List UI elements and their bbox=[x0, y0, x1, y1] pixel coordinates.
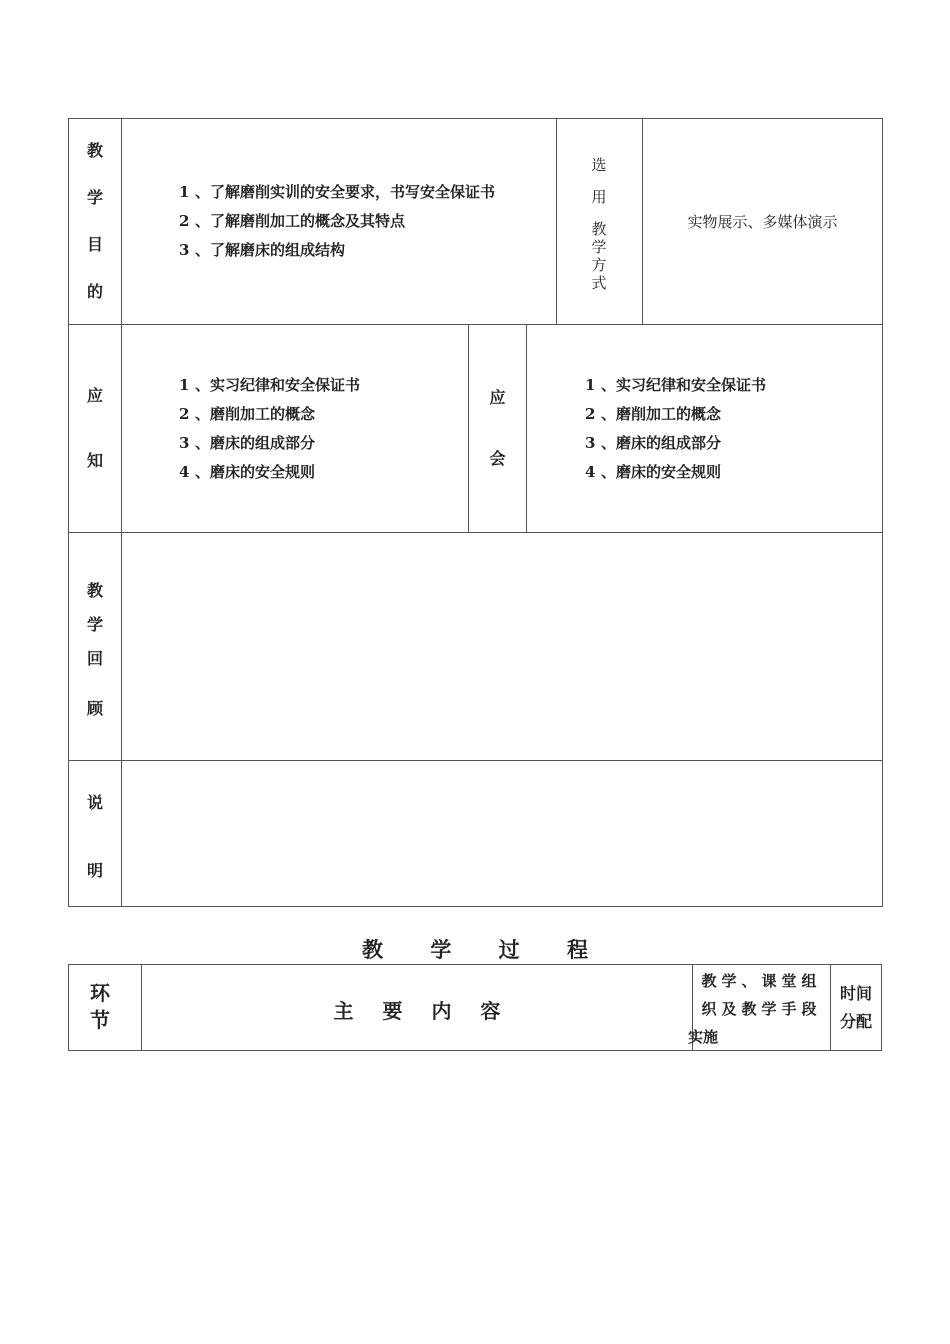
method-label: 选 用 教学方式 bbox=[591, 156, 607, 292]
can-item: 2 、磨削加工的概念 bbox=[585, 405, 722, 423]
notes-content-cell bbox=[121, 760, 883, 907]
know-list bbox=[179, 371, 360, 487]
know-item: 1 、实习纪律和安全保证书 bbox=[179, 376, 361, 394]
label-char: 教 bbox=[86, 141, 103, 161]
know-label: 应 知 bbox=[86, 386, 103, 470]
content-header: 主 要 内 容 bbox=[333, 999, 501, 1023]
can-item: 1 、实习纪律和安全保证书 bbox=[585, 376, 767, 394]
method-value: 实物展示、多媒体演示 bbox=[687, 213, 838, 231]
objective-item: 3 、了解磨床的组成结构 bbox=[179, 241, 346, 259]
know-item: 4 、磨床的安全规则 bbox=[179, 463, 316, 481]
know-item: 3 、磨床的组成部分 bbox=[179, 434, 316, 452]
process-title: 教 学 过 程 bbox=[362, 937, 588, 962]
method-header: 教学、课堂组 织及教学手段 实施 bbox=[688, 972, 822, 1046]
objectives-list bbox=[179, 178, 495, 265]
time-header: 时间 分配 bbox=[839, 984, 872, 1031]
review-label: 教 学 回 顾 bbox=[86, 581, 103, 718]
can-list bbox=[585, 371, 766, 487]
label-char: 目 bbox=[86, 234, 103, 254]
review-content-cell bbox=[121, 532, 883, 761]
know-item: 2 、磨削加工的概念 bbox=[179, 405, 316, 423]
can-item: 4 、磨床的安全规则 bbox=[585, 463, 722, 481]
stage-header: 环 节 bbox=[90, 981, 110, 1032]
notes-label: 说 明 bbox=[86, 793, 103, 880]
can-item: 3 、磨床的组成部分 bbox=[585, 434, 722, 452]
objectives-label bbox=[68, 118, 122, 325]
objective-item: 2 、了解磨削加工的概念及其特点 bbox=[179, 212, 406, 230]
label-char: 的 bbox=[86, 281, 103, 301]
objective-item: 1 、了解磨削实训的安全要求，书写安全保证书 bbox=[179, 183, 496, 201]
label-char: 学 bbox=[86, 188, 103, 208]
can-label: 应 会 bbox=[489, 388, 506, 468]
